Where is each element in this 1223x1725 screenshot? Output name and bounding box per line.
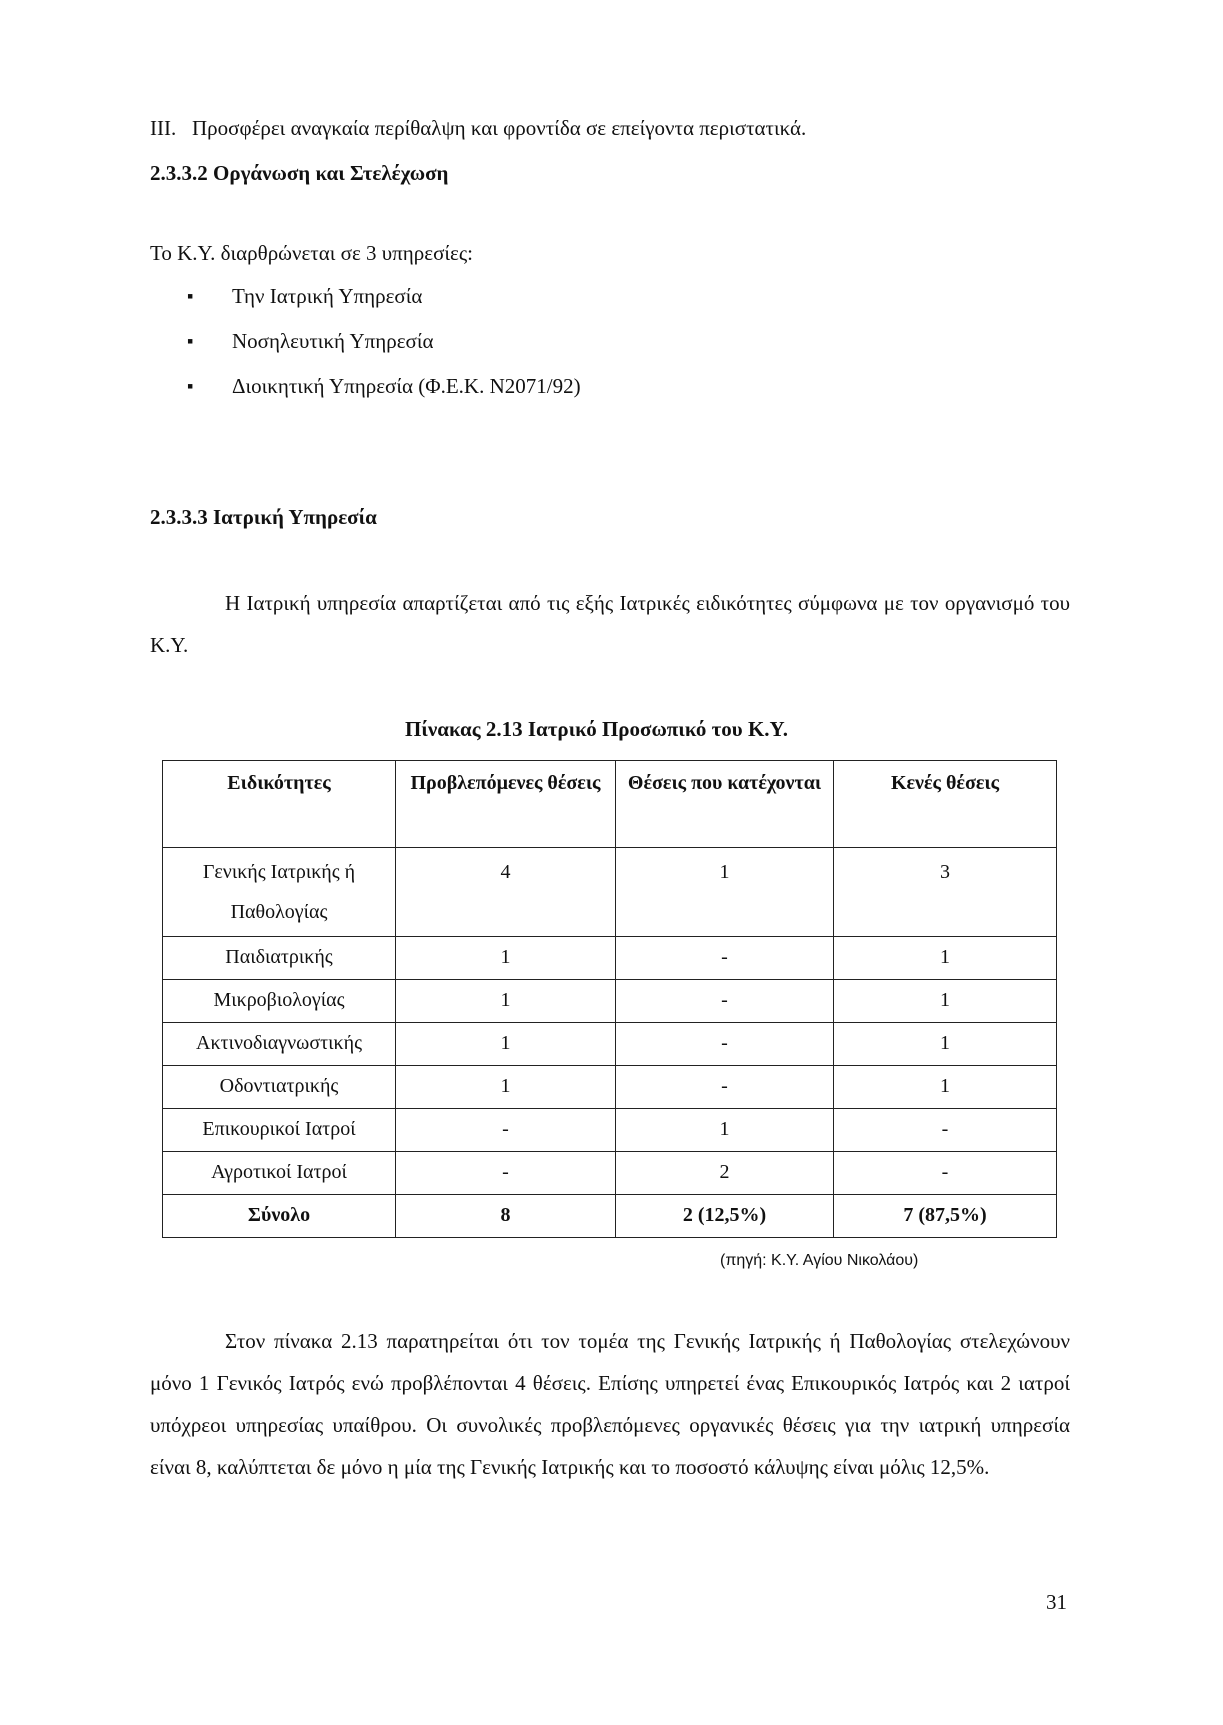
cell-vacant: 1 (834, 1066, 1057, 1109)
cell-planned: 1 (396, 1023, 616, 1066)
cell-filled: - (616, 1023, 834, 1066)
medical-intro-paragraph: Η Ιατρική υπηρεσία απαρτίζεται από τις εξής Ιατρικές ειδικότητες σύμφωνα με τον οργανισμό του Κ.Υ. (150, 591, 1070, 657)
cell-specialty: Επικουρικοί Ιατροί (163, 1109, 396, 1152)
header-planned: Προβλεπόμενες θέσεις (396, 761, 616, 848)
table-row (163, 937, 1057, 980)
total-vacant: 7 (87,5%) (834, 1195, 1057, 1238)
services-list (187, 283, 581, 418)
cell-filled: 1 (616, 848, 834, 937)
header-vacant: Κενές θέσεις (834, 761, 1057, 848)
cell-planned: 1 (396, 937, 616, 980)
header-specialty: Ειδικότητες (163, 761, 396, 848)
table-row (163, 980, 1057, 1023)
cell-vacant: 3 (834, 848, 1057, 937)
total-filled: 2 (12,5%) (616, 1195, 834, 1238)
cell-specialty: Μικροβιολογίας (163, 980, 396, 1023)
table-row (163, 1109, 1057, 1152)
cell-filled: - (616, 980, 834, 1023)
cell-specialty: Ακτινοδιαγνωστικής (163, 1023, 396, 1066)
service-medical: ▪ Την Ιατρική Υπηρεσία (187, 283, 581, 328)
header-filled: Θέσεις που κατέχονται (616, 761, 834, 848)
cell-specialty: Παιδιατρικής (163, 937, 396, 980)
closing-paragraph: Στον πίνακα 2.13 παρατηρείται ότι τον τομέα της Γενικής Ιατρικής ή Παθολογίας στελεχώνουν μόνο 1 Γενικός Ιατρός ενώ προβλέπονται 4 θέσεις. Επίσης υπηρετεί ένας Επικουρικός Ιατρός και 2 ιατροί υπόχρεοι υπηρεσίας υπαίθρου. Οι συνολικές προβλεπόμενες οργανικές θέσεις για την ιατρική υπηρεσία είναι 8, καλύπτεται δε μόνο η μία της Γενικής Ιατρικής και το ποσοστό κάλυψης είναι μόλις 12,5%. (150, 1329, 1070, 1479)
cell-filled: - (616, 937, 834, 980)
cell-vacant: 1 (834, 980, 1057, 1023)
cell-specialty: Γενικής Ιατρικής ή Παθολογίας (163, 848, 396, 937)
cell-planned: - (396, 1152, 616, 1195)
cell-vacant: 1 (834, 1023, 1057, 1066)
service-admin: ▪ Διοικητική Υπηρεσία (Φ.Ε.Κ. Ν2071/92) (187, 373, 581, 418)
cell-planned: 4 (396, 848, 616, 937)
cell-planned: 1 (396, 1066, 616, 1109)
cell-vacant: 1 (834, 937, 1057, 980)
service-nursing: ▪ Νοσηλευτική Υπηρεσία (187, 328, 581, 373)
cell-vacant: - (834, 1109, 1057, 1152)
cell-filled: 1 (616, 1109, 834, 1152)
table-row (163, 848, 1057, 937)
section-heading-2333: 2.3.3.3 Ιατρική Υπηρεσία (150, 505, 377, 529)
cell-filled: 2 (616, 1152, 834, 1195)
cell-vacant: - (834, 1152, 1057, 1195)
cell-planned: 1 (396, 980, 616, 1023)
medical-staff-table (162, 760, 1057, 1238)
table-total-row (163, 1195, 1057, 1238)
table-header-row (163, 761, 1057, 848)
cell-filled: - (616, 1066, 834, 1109)
cell-specialty: Αγροτικοί Ιατροί (163, 1152, 396, 1195)
page-number: 31 (1046, 1590, 1067, 1614)
services-intro: Το Κ.Υ. διαρθρώνεται σε 3 υπηρεσίες: (150, 241, 474, 265)
total-planned: 8 (396, 1195, 616, 1238)
table-caption: Πίνακας 2.13 Ιατρικό Προσωπικό του Κ.Υ. (405, 717, 789, 741)
table-source: (πηγή: Κ.Υ. Αγίου Νικολάου) (720, 1252, 919, 1269)
section-heading-2332: 2.3.3.2 Οργάνωση και Στελέχωση (150, 161, 449, 185)
item-iii: III. Προσφέρει αναγκαία περίθαλψη και φροντίδα σε επείγοντα περιστατικά. (150, 116, 807, 140)
cell-specialty: Οδοντιατρικής (163, 1066, 396, 1109)
total-label: Σύνολο (163, 1195, 396, 1238)
table-row (163, 1066, 1057, 1109)
cell-planned: - (396, 1109, 616, 1152)
table-row (163, 1152, 1057, 1195)
table-row (163, 1023, 1057, 1066)
